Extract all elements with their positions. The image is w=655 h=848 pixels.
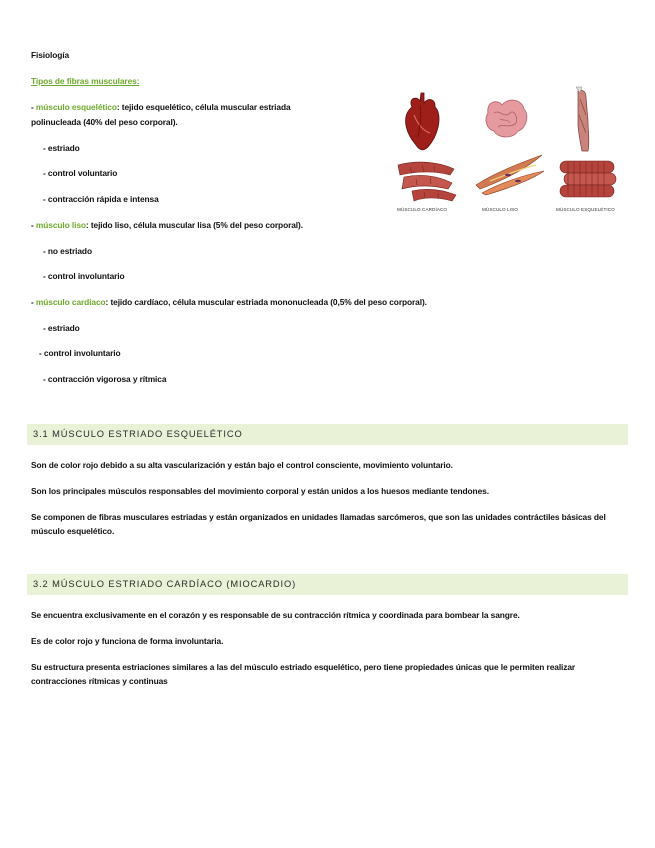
dash: - <box>31 220 36 230</box>
skeletal-bullet: - estriado <box>43 143 80 153</box>
skeletal-bullet: - control voluntario <box>43 168 118 178</box>
cardiac-bullet: - estriado <box>43 323 80 333</box>
caption-cardiac: MÚSCULO CARDÍACO <box>397 207 448 212</box>
section-heading: 3.2 MÚSCULO ESTRIADO CARDÍACO (MIOCARDIO) <box>33 579 297 589</box>
section1-paragraph: Son los principales músculos responsables del movimiento corporal y están unidos a los huesos mediante tendones. <box>31 486 489 496</box>
intestine-illustration <box>486 100 527 137</box>
subtitle-fiber-types: Tipos de fibras musculares: <box>31 76 140 86</box>
smooth-definition <box>31 219 303 232</box>
dash: - <box>31 102 36 112</box>
muscle-types-figure <box>390 85 622 215</box>
muscle-illustrations <box>390 85 622 215</box>
section-heading-band <box>27 424 628 445</box>
smooth-desc: : tejido liso, célula muscular lisa (5% del peso corporal). <box>85 220 303 230</box>
section2-paragraph: Su estructura presenta estriaciones similares a las del músculo estriado esquelético, pero tiene propiedades únicas que le permiten realizar contracciones rítmicas y continuas <box>31 662 576 686</box>
cardiac-fibers-illustration <box>398 162 456 201</box>
section-heading: 3.1 MÚSCULO ESTRIADO ESQUELÉTICO <box>33 429 243 439</box>
section-heading-band <box>27 574 628 595</box>
heart-illustration <box>406 93 439 150</box>
skeletal-fibers-illustration <box>560 161 616 197</box>
cardiac-definition <box>31 296 427 309</box>
cardiac-desc: : tejido cardíaco, célula muscular estriada mononucleada (0,5% del peso corporal). <box>105 297 427 307</box>
section1-paragraph: Se componen de fibras musculares estriadas y están organizados en unidades llamadas sarcómeros, que son las unidades contráctiles básicas del músculo esquelético. <box>31 512 606 536</box>
skeletal-definition <box>31 101 291 114</box>
skeletal-desc: : tejido esquelético, célula muscular estriada <box>116 102 291 112</box>
skeletal-term: músculo esquelético <box>35 102 117 112</box>
cardiac-bullet: - contracción vigorosa y rítmica <box>43 374 167 384</box>
caption-smooth: MÚSCULO LISO <box>482 207 518 212</box>
cardiac-bullet: - control involuntario <box>39 348 121 358</box>
document-title: Fisiología <box>31 50 70 60</box>
smooth-fibers-illustration <box>476 155 544 195</box>
section2-paragraph: Se encuentra exclusivamente en el corazón y es responsable de su contracción rítmica y coordinada para bombear la sangre. <box>31 610 520 620</box>
skeletal-desc-line2: polinucleada (40% del peso corporal). <box>31 117 178 127</box>
section2-paragraph: Es de color rojo y funciona de forma involuntaria. <box>31 636 224 646</box>
smooth-bullet: - control involuntario <box>43 271 125 281</box>
section1-paragraph: Son de color rojo debido a su alta vascularización y están bajo el control consciente, movimiento voluntario. <box>31 460 453 470</box>
skeletal-bullet: - contracción rápida e intensa <box>43 194 159 204</box>
cardiac-term: músculo cardíaco <box>35 297 106 307</box>
leg-illustration <box>576 87 589 151</box>
caption-skeletal: MÚSCULO ESQUELÉTICO <box>556 207 615 212</box>
dash: - <box>31 297 36 307</box>
smooth-bullet: - no estriado <box>43 246 92 256</box>
smooth-term: músculo liso <box>35 220 86 230</box>
